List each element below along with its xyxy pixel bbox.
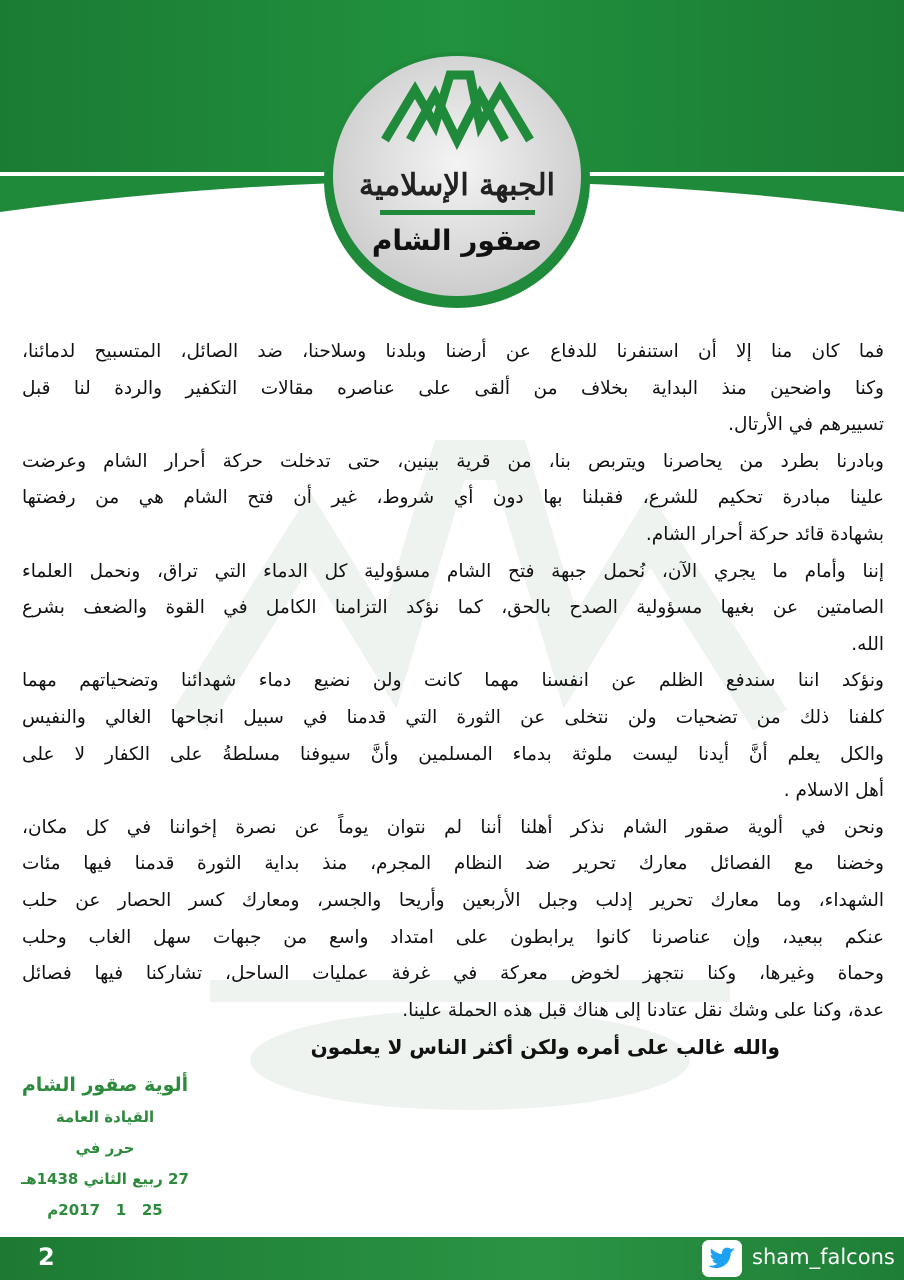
body-line: أهل الاسلام . — [783, 780, 884, 802]
body-line: كلفنا ذلك من تضحيات ولن نتخلى عن الثورة التي قدمنا في سبيل انجاحها الغالي والنفيس — [22, 706, 884, 728]
body-line: وكنا واضحين منذ البداية بخلاف من ألقى على عناصره مقالات التكفير والردة لنا قبل — [22, 377, 884, 399]
body-line: فما كان منا إلا أن استنفرنا للدفاع عن أرضنا وبلدنا وسلاحنا، ضد الصائل، المتسبيح لدمائنا، — [22, 341, 884, 362]
page-number: 2 — [38, 1243, 55, 1271]
body-line: إننا وأمام ما يجري الآن، نُحمل جبهة فتح الشام مسؤولية كل الدماء التي تراق، ونحمل العلماء — [22, 560, 884, 582]
body-line: علينا مبادرة تحكيم للشرع، فقبلنا بها دون أي شروط، غير أن فتح الشام هي من رفضتها — [22, 487, 884, 509]
body-line: الشهداء، وما معارك تحرير إدلب وجبل الأربعين وأريحا والجسر، ومعارك كسر الحصار عن حلب — [22, 889, 884, 911]
signature-title: ألوية صقور الشام — [21, 1074, 189, 1096]
body-line: وحماة وغيرها، وكنا نتجهز لخوض معركة في غرفة عمليات الساحل، تشاركنا فيها فصائل — [22, 963, 884, 985]
logo-text-bottom: صقور الشام — [371, 224, 543, 257]
statement-body — [22, 334, 884, 1066]
body-line: وبادرنا بطرد من يحاصرنا ويتربص بنا، من قرية بينين، حتى تدخلت حركة أحرار الشام وعرضت — [22, 450, 884, 472]
body-line: الصامتين عن بغيها مسؤولية الصدح بالحق، كما نؤكد التزامنا الكامل في القوة والضعف بشرع — [22, 597, 884, 619]
body-line: عنكم ببعيد، وإن عناصرنا كانوا يرابطون على امتداد واسع من جبهات سهل الغاب وحلب — [22, 926, 884, 948]
issued-label: حرر في — [75, 1139, 135, 1157]
body-line: الله. — [851, 633, 884, 655]
hijri-date: 27 ربيع الثاني 1438هـ — [21, 1170, 189, 1188]
gregorian-date: 25 1 2017م — [47, 1201, 163, 1219]
twitter-handle: sham_falcons — [752, 1245, 895, 1269]
body-line: تسييرهم في الأرتال. — [728, 414, 884, 436]
body-line: ونؤكد اننا سندفع الظلم عن انفسنا مهما كانت ولن نضيع دماء شهدائنا وتضحياتهم مهما — [22, 670, 884, 692]
body-line: بشهادة قائد حركة أحرار الشام. — [645, 523, 884, 545]
body-line: وخضنا مع الفصائل معارك تحرير ضد النظام المجرم، منذ بداية الثورة قدمنا فيها مئات — [22, 853, 884, 875]
twitter-icon — [702, 1240, 742, 1277]
footer-bar — [0, 1237, 904, 1280]
header-banner — [0, 0, 904, 320]
logo-text-top: الجبهة الإسلامية — [359, 168, 555, 203]
signature-block — [10, 1068, 200, 1226]
body-line: عدة، وكنا على وشك نقل عتادنا إلى هناك قبل هذه الحملة علينا. — [402, 999, 884, 1021]
closing-verse: والله غالب على أمره ولكن أكثر الناس لا يعلمون — [310, 1035, 780, 1060]
body-line: والكل يعلم أنَّ أيدنا ليست ملوثة بدماء المسلمين وأنَّ سيوفنا مسلطةُ على الكفار لا على — [22, 743, 884, 765]
body-line: ونحن في ألوية صقور الشام نذكر أهلنا أننا لم نتوان يوماً عن نصرة إخواننا في كل مكان، — [22, 816, 884, 838]
signature-subtitle: القيادة العامة — [55, 1108, 155, 1126]
